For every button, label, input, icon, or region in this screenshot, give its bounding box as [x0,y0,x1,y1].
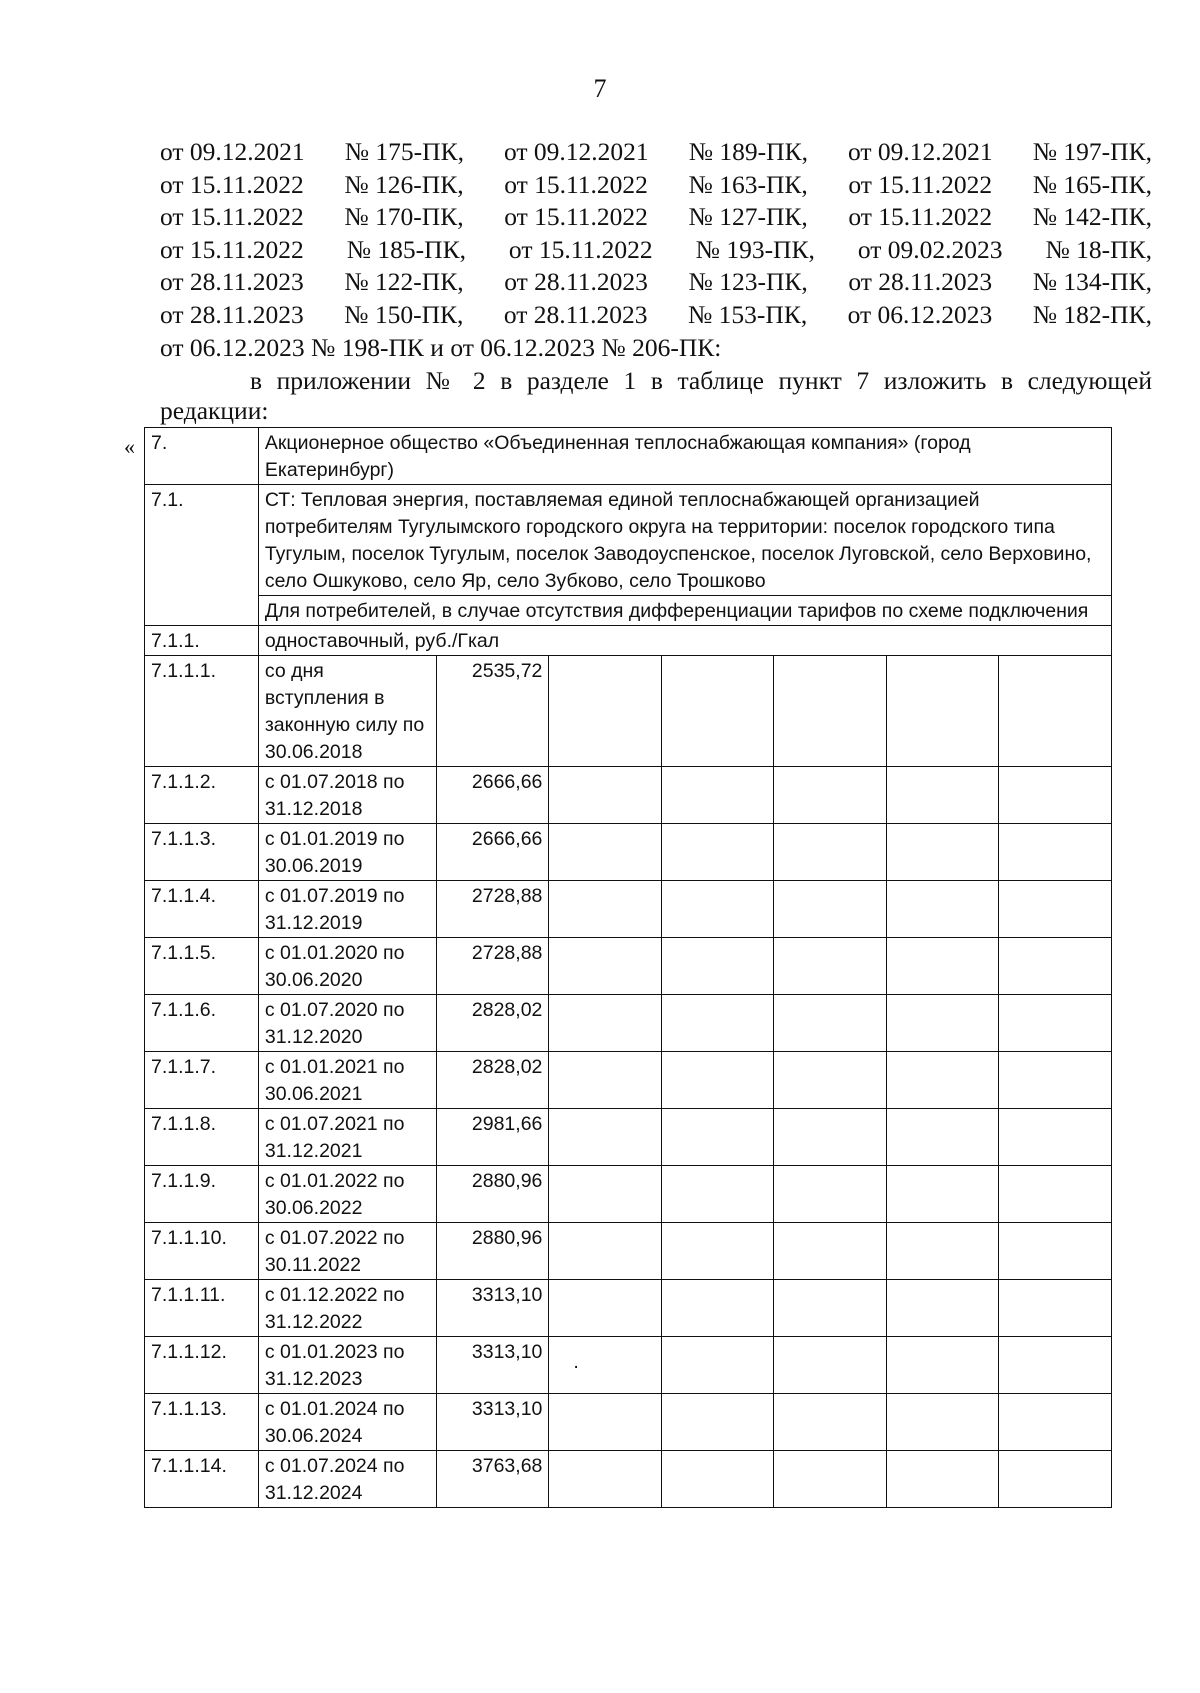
reference-number: № 189-ПК, [688,137,808,166]
empty-cell [886,824,998,881]
row-number: 7.1.1.4. [145,881,259,938]
tariff-value: 2535,72 [436,656,549,767]
tariff-row [145,656,1112,767]
empty-cell [999,1052,1112,1109]
tariff-value: 2666,66 [436,824,549,881]
tariff-value: 2728,88 [436,938,549,995]
reference-date: от 15.11.2022 [504,169,648,199]
reference-number: № 193-ПК, [695,234,815,264]
empty-cell [886,1052,998,1109]
reference-number: № 123-ПК, [688,267,808,297]
empty-cell [886,1451,998,1508]
validity-period: с 01.01.2019 по 30.06.2019 [258,824,436,881]
empty-cell [886,1280,998,1337]
instruction-line-1: в приложении № 2 в разделе 1 в таблице пункт 7 изложить в следующей [250,366,1152,395]
reference-number: № 150-ПК, [344,299,464,329]
empty-cell [774,656,886,767]
tariff-value: 2666,66 [436,767,549,824]
reference-line [160,136,1152,169]
row-number: 7.1.1.7. [145,1052,259,1109]
row-number: 7.1.1.11. [145,1280,259,1337]
reference-number: № 142-ПК, [1032,202,1152,232]
empty-cell [662,881,774,938]
empty-cell [999,1166,1112,1223]
row-number: 7.1.1.5. [145,938,259,995]
empty-cell [999,1280,1112,1337]
empty-cell [662,656,774,767]
empty-cell [774,1223,886,1280]
empty-cell [549,1280,662,1337]
empty-cell [999,938,1112,995]
empty-cell [549,881,662,938]
resolution-references [160,136,1152,364]
validity-period: с 01.07.2018 по 31.12.2018 [258,767,436,824]
amendment-instruction [160,366,1152,426]
empty-cell [549,1166,662,1223]
row-number: 7.1.1.14. [145,1451,259,1508]
empty-cell [549,1223,662,1280]
validity-period: с 01.01.2024 по 30.06.2024 [258,1394,436,1451]
empty-cell [662,1052,774,1109]
reference-date: от 09.12.2021 [504,137,649,166]
tariff-row [145,1394,1112,1451]
reference-date: от 15.11.2022 [848,169,993,199]
row-number: 7.1.1. [145,626,259,656]
tariff-type: одноставочный, руб./Гкал [258,626,1111,656]
empty-cell [999,1337,1112,1394]
empty-cell [774,1166,886,1223]
tariff-row [145,881,1112,938]
tariff-row [145,938,1112,995]
row-number: 7.1.1.6. [145,995,259,1052]
empty-cell [999,881,1112,938]
consumer-category: Для потребителей, в случае отсутствия дифференциации тарифов по схеме подключения [258,596,1111,626]
empty-cell [549,767,662,824]
reference-number: № 170-ПК, [344,202,464,232]
tariff-row [145,1052,1112,1109]
reference-number: № 197-ПК, [1032,137,1152,166]
validity-period: с 01.07.2024 по 31.12.2024 [258,1451,436,1508]
validity-period: с 01.01.2022 по 30.06.2022 [258,1166,436,1223]
organization-name: Акционерное общество «Объединенная теплоснабжающая компания» (город Екатеринбург) [258,428,1111,485]
validity-period: с 01.12.2022 по 31.12.2022 [258,1280,436,1337]
reference-date: от 15.11.2022 [504,202,648,232]
tariff-row [145,824,1112,881]
tariff-value: 3313,10 [436,1337,549,1394]
reference-number: № 134-ПК, [1032,267,1152,297]
validity-period: с 01.07.2022 по 30.11.2022 [258,1223,436,1280]
opening-quote-mark: « [124,434,135,459]
reference-line [160,299,1152,332]
reference-date: от 28.11.2023 [160,299,304,329]
empty-cell [549,1052,662,1109]
reference-date: от 06.12.2023 [847,299,993,329]
empty-cell [549,1451,662,1508]
empty-cell [999,1109,1112,1166]
reference-number: № 18-ПК, [1045,234,1152,264]
validity-period: с 01.01.2021 по 30.06.2021 [258,1052,436,1109]
stray-mark: . [573,1351,579,1373]
reference-number: № 163-ПК, [688,169,808,199]
reference-date: от 28.11.2023 [848,267,993,297]
validity-period: с 01.07.2021 по 31.12.2021 [258,1109,436,1166]
service-description: СТ: Тепловая энергия, поставляемая единой теплоснабжающей организацией потребителям Тугулымского городского округа на территории: поселок городского типа Тугулым, поселок Тугулым, поселок Заводоуспенское, поселок Луговской, село Верховино, село Ошкуково, село Яр, село Зубково, село Трошково [258,485,1111,596]
empty-cell [549,1337,662,1394]
empty-cell [886,1109,998,1166]
tariff-row [145,995,1112,1052]
tariff-row [145,1166,1112,1223]
empty-cell [999,1394,1112,1451]
empty-cell [662,824,774,881]
empty-cell [774,995,886,1052]
reference-date: от 28.11.2023 [504,267,648,297]
row-number: 7.1. [145,485,259,626]
row-number: 7. [145,428,259,485]
reference-line [160,169,1152,202]
reference-date: от 28.11.2023 [160,267,304,297]
reference-last-line: от 06.12.2023 № 198-ПК и от 06.12.2023 № 206-ПК: [160,332,722,362]
reference-date: от 09.12.2021 [160,137,305,166]
reference-date: от 09.12.2021 [848,137,993,166]
empty-cell [774,1337,886,1394]
reference-line [160,266,1152,299]
empty-cell [886,1337,998,1394]
tariff-row [145,1337,1112,1394]
empty-cell [886,995,998,1052]
reference-line [160,234,1152,267]
validity-period: с 01.01.2023 по 31.12.2023 [258,1337,436,1394]
table-row-7-1-consumers [145,596,1112,626]
empty-cell [662,1451,774,1508]
tariff-row [145,1280,1112,1337]
empty-cell [774,1109,886,1166]
reference-date: от 15.11.2022 [508,234,653,264]
empty-cell [549,824,662,881]
empty-cell [662,938,774,995]
reference-number: № 182-ПК, [1032,299,1152,329]
empty-cell [662,1280,774,1337]
empty-cell [549,938,662,995]
empty-cell [774,1451,886,1508]
validity-period: со дня вступления в законную силу по 30.06.2018 [258,656,436,767]
instruction-line-2: редакции: [160,396,269,425]
reference-line [160,201,1152,234]
empty-cell [774,1052,886,1109]
empty-cell [774,1280,886,1337]
reference-number: № 153-ПК, [687,299,808,329]
empty-cell [774,938,886,995]
empty-cell [662,1166,774,1223]
empty-cell [662,1109,774,1166]
tariff-row [145,1109,1112,1166]
reference-number: № 165-ПК, [1032,169,1152,199]
reference-number: № 185-ПК, [346,234,466,264]
empty-cell [886,1166,998,1223]
table-row-7-1 [145,485,1112,596]
validity-period: с 01.01.2020 по 30.06.2020 [258,938,436,995]
empty-cell [549,995,662,1052]
tariff-value: 2981,66 [436,1109,549,1166]
reference-date: от 15.11.2022 [160,234,304,264]
table-row-7 [145,428,1112,485]
empty-cell [999,656,1112,767]
empty-cell [549,1394,662,1451]
empty-cell [999,824,1112,881]
empty-cell [886,656,998,767]
tariff-row [145,1223,1112,1280]
reference-date: от 09.02.2023 [857,234,1003,264]
reference-number: № 122-ПК, [344,267,464,297]
empty-cell [662,1337,774,1394]
validity-period: с 01.07.2019 по 31.12.2019 [258,881,436,938]
empty-cell [999,995,1112,1052]
tariff-value: 2880,96 [436,1223,549,1280]
page-number: 7 [593,74,607,103]
tariff-value: 2828,02 [436,995,549,1052]
empty-cell [886,938,998,995]
empty-cell [774,1394,886,1451]
empty-cell [999,767,1112,824]
tariff-value: 2880,96 [436,1166,549,1223]
empty-cell [662,767,774,824]
tariff-value: 2828,02 [436,1052,549,1109]
empty-cell [662,1394,774,1451]
row-number: 7.1.1.1. [145,656,259,767]
empty-cell [662,995,774,1052]
empty-cell [549,656,662,767]
empty-cell [886,881,998,938]
row-number: 7.1.1.9. [145,1166,259,1223]
empty-cell [886,1223,998,1280]
reference-number: № 175-ПК, [344,137,464,166]
reference-date: от 15.11.2022 [160,169,304,199]
tariff-table [144,427,1112,1508]
empty-cell [886,767,998,824]
tariff-row [145,767,1112,824]
row-number: 7.1.1.10. [145,1223,259,1280]
reference-date: от 15.11.2022 [848,202,993,232]
empty-cell [774,824,886,881]
empty-cell [999,1223,1112,1280]
validity-period: с 01.07.2020 по 31.12.2020 [258,995,436,1052]
empty-cell [662,1223,774,1280]
row-number: 7.1.1.2. [145,767,259,824]
reference-number: № 127-ПК, [688,202,808,232]
reference-date: от 28.11.2023 [503,299,648,329]
tariff-value: 2728,88 [436,881,549,938]
reference-lines [160,136,1152,332]
reference-number: № 126-ПК, [344,169,464,199]
tariff-value: 3313,10 [436,1280,549,1337]
empty-cell [549,1109,662,1166]
tariff-value: 3763,68 [436,1451,549,1508]
tariff-row [145,1451,1112,1508]
row-number: 7.1.1.13. [145,1394,259,1451]
table-row-7-1-1 [145,626,1112,656]
empty-cell [774,881,886,938]
reference-date: от 15.11.2022 [160,202,304,232]
row-number: 7.1.1.8. [145,1109,259,1166]
tariff-value: 3313,10 [436,1394,549,1451]
row-number: 7.1.1.3. [145,824,259,881]
empty-cell [774,767,886,824]
empty-cell [999,1451,1112,1508]
empty-cell [886,1394,998,1451]
row-number: 7.1.1.12. [145,1337,259,1394]
